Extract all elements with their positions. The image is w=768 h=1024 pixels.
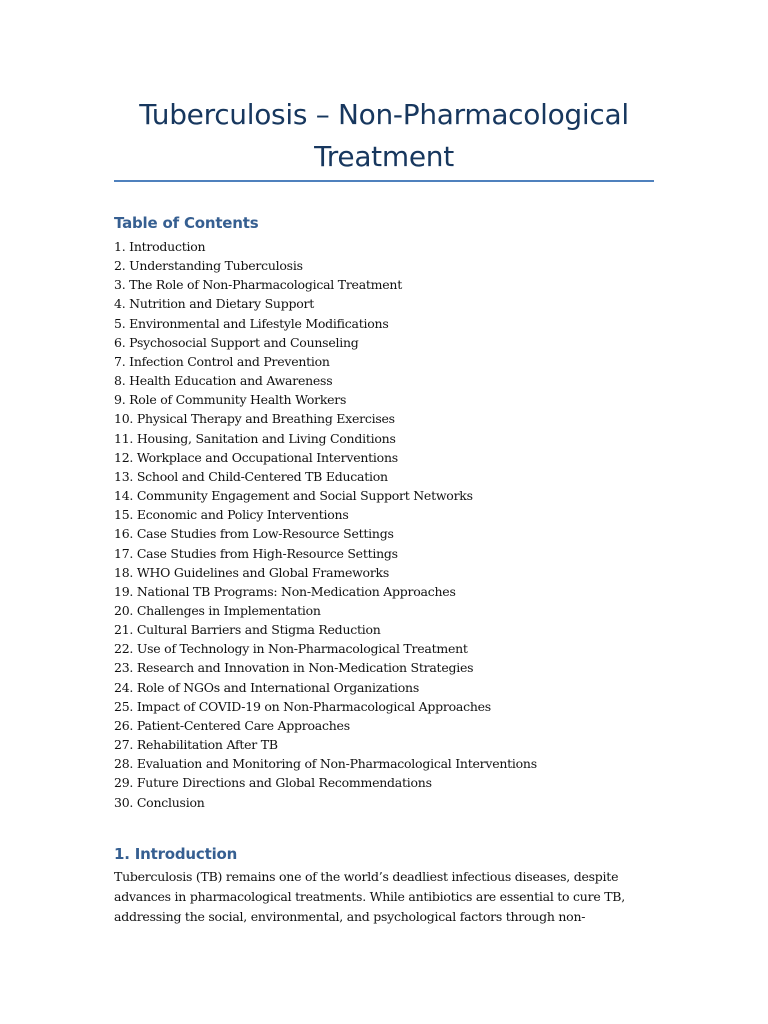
toc-item-role-of-non-pharmacological-treatment[interactable]: 3. The Role of Non-Pharmacological Treatment: [114, 277, 403, 293]
toc-item-physical-therapy-and-breathing[interactable]: 10. Physical Therapy and Breathing Exercises: [114, 411, 395, 427]
toc-item-patient-centered-care[interactable]: 26. Patient-Centered Care Approaches: [114, 717, 350, 733]
toc-item-nutrition-and-dietary-support[interactable]: 4. Nutrition and Dietary Support: [114, 296, 314, 312]
toc-item-community-health-workers[interactable]: 9. Role of Community Health Workers: [114, 392, 347, 408]
title-underline-rule: [114, 180, 654, 182]
toc-item-conclusion[interactable]: 30. Conclusion: [114, 794, 205, 810]
paragraph-line: advances in pharmacological treatments. While antibiotics are essential to cure TB,: [114, 889, 625, 904]
paragraph-line: Tuberculosis (TB) remains one of the world’s deadliest infectious diseases, despite: [114, 869, 619, 884]
toc-item-use-of-technology[interactable]: 22. Use of Technology in Non-Pharmacological Treatment: [114, 641, 468, 657]
toc-item-challenges-in-implementation[interactable]: 20. Challenges in Implementation: [114, 602, 321, 618]
toc-heading: Table of Contents: [114, 214, 259, 232]
toc-item-rehabilitation-after-tb[interactable]: 27. Rehabilitation After TB: [114, 737, 278, 753]
toc-list: [114, 237, 537, 812]
toc-item-who-guidelines[interactable]: 18. WHO Guidelines and Global Frameworks: [114, 564, 390, 580]
toc-item-research-and-innovation[interactable]: 23. Research and Innovation in Non-Medication Strategies: [114, 660, 474, 676]
toc-item-environmental-and-lifestyle-modifications[interactable]: 5. Environmental and Lifestyle Modifications: [114, 315, 389, 331]
toc-item-role-of-ngos[interactable]: 24. Role of NGOs and International Organizations: [114, 679, 420, 695]
document-title-line-2: Treatment: [314, 140, 454, 173]
toc-item-school-child-centered-education[interactable]: 13. School and Child-Centered TB Education: [114, 468, 388, 484]
section-heading-introduction: 1. Introduction: [114, 845, 238, 863]
paragraph-line: addressing the social, environmental, and psychological factors through non-: [114, 909, 586, 924]
toc-item-impact-of-covid19[interactable]: 25. Impact of COVID-19 on Non-Pharmacological Approaches: [114, 698, 491, 714]
toc-item-national-tb-programs[interactable]: 19. National TB Programs: Non-Medication Approaches: [114, 583, 456, 599]
document-title: [114, 94, 654, 178]
toc-item-future-directions[interactable]: 29. Future Directions and Global Recommendations: [114, 775, 432, 791]
toc-item-economic-policy[interactable]: 15. Economic and Policy Interventions: [114, 507, 349, 523]
toc-item-introduction[interactable]: 1. Introduction: [114, 239, 206, 254]
toc-item-case-studies-low-resource[interactable]: 16. Case Studies from Low-Resource Settings: [114, 526, 394, 542]
toc-item-community-engagement[interactable]: 14. Community Engagement and Social Support Networks: [114, 488, 473, 504]
document-title-line-1: Tuberculosis – Non-Pharmacological: [139, 98, 629, 131]
toc-item-health-education-and-awareness[interactable]: 8. Health Education and Awareness: [114, 373, 333, 389]
toc-item-housing-sanitation-living[interactable]: 11. Housing, Sanitation and Living Conditions: [114, 430, 396, 446]
toc-item-understanding-tuberculosis[interactable]: 2. Understanding Tuberculosis: [114, 258, 303, 274]
toc-item-case-studies-high-resource[interactable]: 17. Case Studies from High-Resource Settings: [114, 545, 398, 561]
toc-item-cultural-barriers-stigma[interactable]: 21. Cultural Barriers and Stigma Reduction: [114, 622, 381, 638]
toc-item-psychosocial-support-and-counseling[interactable]: 6. Psychosocial Support and Counseling: [114, 334, 359, 350]
introduction-paragraph: [114, 867, 659, 927]
toc-item-workplace-occupational[interactable]: 12. Workplace and Occupational Interventions: [114, 449, 398, 465]
toc-item-infection-control-and-prevention[interactable]: 7. Infection Control and Prevention: [114, 353, 330, 369]
toc-item-evaluation-and-monitoring[interactable]: 28. Evaluation and Monitoring of Non-Pharmacological Interventions: [114, 756, 537, 772]
